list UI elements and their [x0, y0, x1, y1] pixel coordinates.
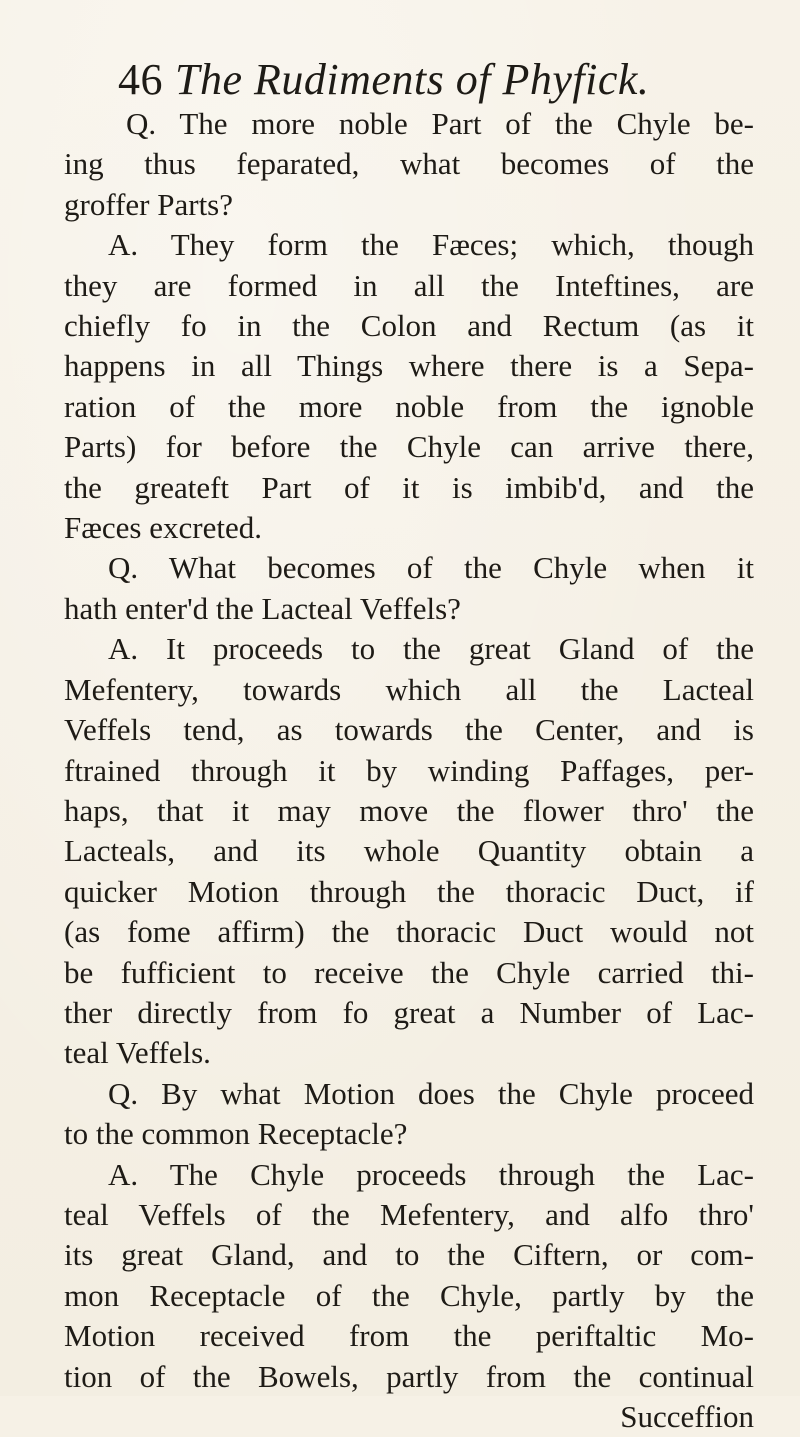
text-line: to the common Receptacle?	[64, 1116, 408, 1152]
text-line: happens in all Things where there is a Sepa-	[64, 348, 754, 384]
text-line: Veffels tend, as towards the Center, and is	[64, 712, 754, 748]
text-line: Parts) for before the Chyle can arrive there,	[64, 429, 754, 465]
text-line: be fufficient to receive the Chyle carried thi-	[64, 954, 754, 990]
running-header	[118, 50, 738, 110]
running-title: The Rudiments of Phyfick.	[175, 55, 650, 104]
text-line: A. It proceeds to the great Gland of the	[108, 631, 754, 667]
text-line: (as fome affirm) the thoracic Duct would not	[64, 914, 754, 950]
text-line: Q. The more noble Part of the Chyle be-	[126, 106, 754, 141]
catchword: Succeffion	[620, 1399, 754, 1434]
text-line: its great Gland, and to the Ciftern, or com-	[64, 1237, 754, 1273]
text-line: A. The Chyle proceeds through the Lac-	[108, 1156, 754, 1192]
text-line: Fæces excreted.	[64, 510, 262, 546]
text-line: quicker Motion through the thoracic Duct, if	[64, 873, 754, 909]
text-line: tion of the Bowels, partly from the continual	[64, 1358, 754, 1394]
text-line: teal Veffels of the Mefentery, and alfo thro'	[64, 1196, 754, 1232]
text-line: ration of the more noble from the ignoble	[64, 388, 754, 424]
text-line: the greateft Part of it is imbib'd, and the	[64, 469, 754, 505]
text-line: Q. By what Motion does the Chyle proceed	[108, 1075, 754, 1111]
text-line: haps, that it may move the flower thro' the	[64, 792, 754, 828]
body-text	[64, 104, 754, 1437]
page-number: 46	[118, 55, 163, 104]
text-line: ther directly from fo great a Number of Lac-	[64, 994, 754, 1030]
text-line: chiefly fo in the Colon and Rectum (as it	[64, 308, 754, 344]
text-line: Motion received from the periftaltic Mo-	[64, 1318, 754, 1354]
text-line: ing thus feparated, what becomes of the	[64, 146, 754, 182]
text-line: hath enter'd the Lacteal Veffels?	[64, 590, 461, 626]
text-line: teal Veffels.	[64, 1035, 211, 1071]
text-line: mon Receptacle of the Chyle, partly by the	[64, 1277, 754, 1313]
text-line: they are formed in all the Inteftines, are	[64, 267, 754, 303]
text-line: Mefentery, towards which all the Lacteal	[64, 671, 754, 707]
text-line: A. They form the Fæces; which, though	[108, 227, 754, 263]
text-line: ftrained through it by winding Paffages, per-	[64, 752, 754, 788]
text-line: Lacteals, and its whole Quantity obtain a	[64, 833, 754, 869]
text-line: Q. What becomes of the Chyle when it	[108, 550, 754, 586]
text-line: groffer Parts?	[64, 186, 234, 222]
